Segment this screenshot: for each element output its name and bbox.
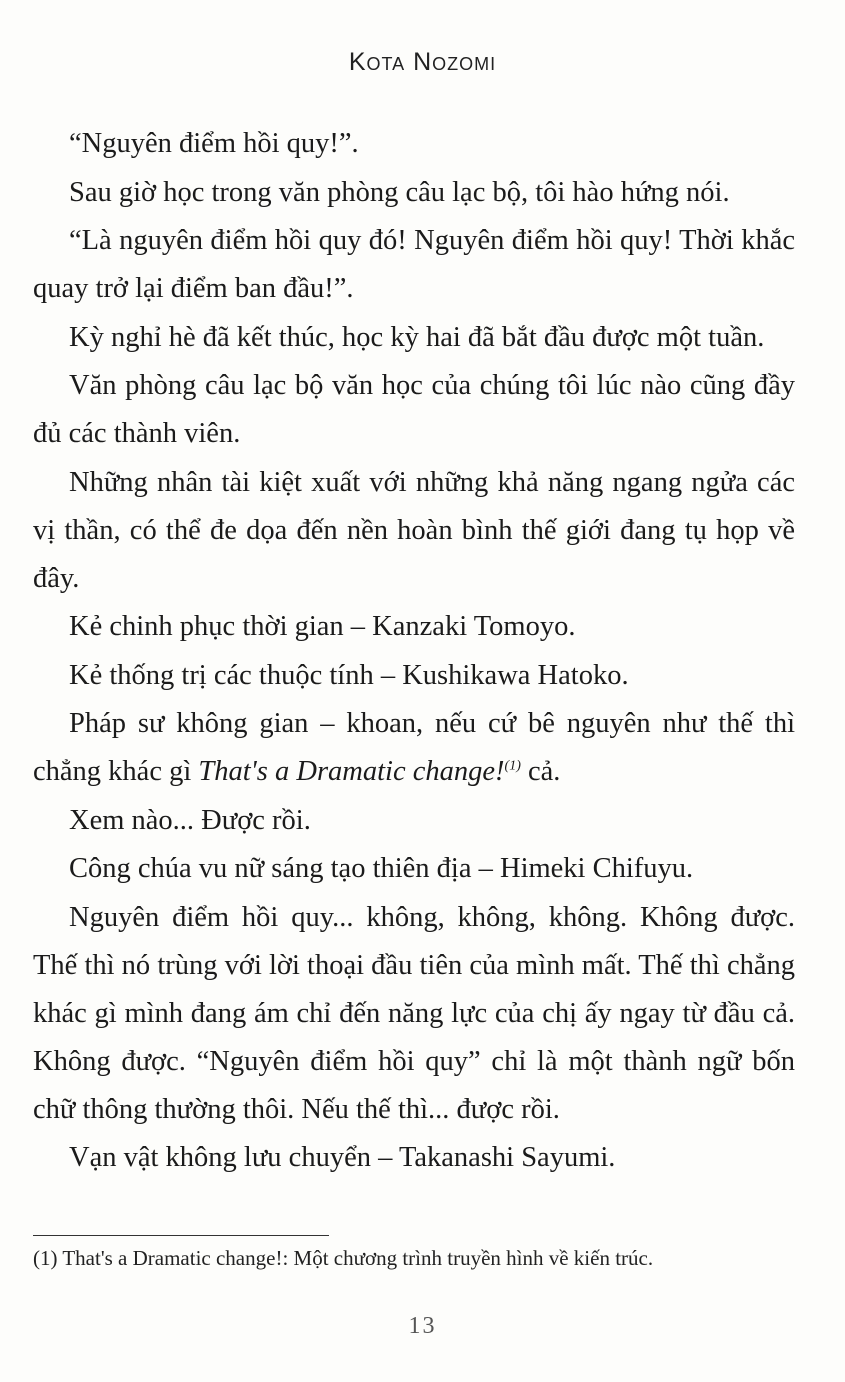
paragraph: Kẻ thống trị các thuộc tính – Kushikawa Hatoko.: [69, 659, 629, 691]
paragraph: Những nhân tài kiệt xuất với những khả năng ngang ngửa các vị thần, có thể đe dọa đến nền hoàn bình thế giới đang tụ họp về đây.: [33, 466, 795, 594]
show-title: That's a Dramatic change!: [198, 756, 505, 787]
paragraph: Xem nào... Được rồi.: [69, 804, 311, 836]
paragraph-with-footnote-ref: [33, 700, 795, 796]
paragraph: Văn phòng câu lạc bộ văn học của chúng tôi lúc nào cũng đầy đủ các thành viên.: [33, 370, 795, 449]
footnote-divider: [33, 1235, 329, 1236]
paragraph: “Là nguyên điểm hồi quy đó! Nguyên điểm hồi quy! Thời khắc quay trở lại điểm ban đầu!”.: [33, 225, 795, 304]
paragraph-text-after: cả.: [520, 756, 561, 787]
paragraph: “Nguyên điểm hồi quy!”.: [69, 128, 359, 159]
page-number: 13: [408, 1313, 437, 1339]
paragraph: Sau giờ học trong văn phòng câu lạc bộ, tôi hào hứng nói.: [69, 176, 730, 208]
paragraph: Vạn vật không lưu chuyển – Takanashi Sayumi.: [69, 1142, 616, 1173]
footnote: (1) That's a Dramatic change!: Một chương trình truyền hình về kiến trúc.: [33, 1246, 654, 1270]
running-head: Kota Nozomi: [348, 48, 497, 76]
paragraph-text-before: Pháp sư không gian – khoan, nếu cứ bê nguyên như thế thì chẳng khác gì: [33, 708, 795, 787]
body-text: [33, 120, 795, 1183]
paragraph: Công chúa vu nữ sáng tạo thiên địa – Himeki Chifuyu.: [69, 853, 694, 884]
paragraph: Kẻ chinh phục thời gian – Kanzaki Tomoyo.: [69, 611, 576, 642]
footnote-marker: (1): [504, 758, 521, 774]
paragraph: Kỳ nghỉ hè đã kết thúc, học kỳ hai đã bắt đầu được một tuần.: [69, 321, 765, 353]
paragraph: Nguyên điểm hồi quy... không, không, không. Không được. Thế thì nó trùng với lời thoại đầu tiên của mình mất. Thế thì chẳng khác gì mình đang ám chỉ đến năng lực của chị ấy ngay từ đầu cả. Không được. “Nguyên điểm hồi quy” chỉ là một thành ngữ bốn chữ thông thường thôi. Nếu thế thì... được rồi.: [33, 901, 795, 1125]
